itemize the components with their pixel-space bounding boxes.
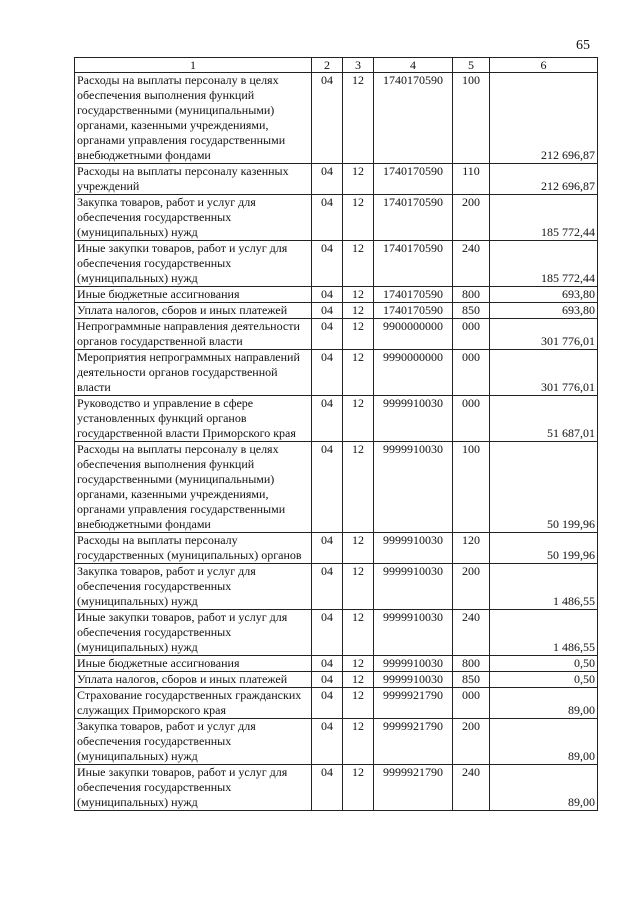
table-row xyxy=(75,610,598,656)
row-amount: 0,50 xyxy=(490,656,598,672)
row-target-code: 9999910030 xyxy=(374,533,453,564)
row-amount: 301 776,01 xyxy=(490,319,598,350)
row-name: Иные бюджетные ассигнования xyxy=(75,656,312,672)
table-row xyxy=(75,73,598,164)
table-row xyxy=(75,396,598,442)
row-subsection: 12 xyxy=(343,73,374,164)
table-row xyxy=(75,164,598,195)
header-col-5: 5 xyxy=(453,58,490,73)
table-row xyxy=(75,765,598,811)
row-expense-type: 240 xyxy=(453,241,490,287)
row-name: Непрограммные направления деятельности органов государственной власти xyxy=(75,319,312,350)
row-amount: 185 772,44 xyxy=(490,195,598,241)
row-target-code: 9999910030 xyxy=(374,672,453,688)
row-target-code: 1740170590 xyxy=(374,164,453,195)
row-expense-type: 200 xyxy=(453,564,490,610)
table-header-row xyxy=(75,58,598,73)
header-col-3: 3 xyxy=(343,58,374,73)
table-row xyxy=(75,241,598,287)
row-name: Иные закупки товаров, работ и услуг для обеспечения государственных (муниципальных) нужд xyxy=(75,241,312,287)
table-row xyxy=(75,719,598,765)
row-name: Страхование государственных гражданских служащих Приморского края xyxy=(75,688,312,719)
row-subsection: 12 xyxy=(343,610,374,656)
row-section: 04 xyxy=(312,396,343,442)
row-subsection: 12 xyxy=(343,765,374,811)
row-expense-type: 200 xyxy=(453,195,490,241)
header-col-4: 4 xyxy=(374,58,453,73)
row-expense-type: 850 xyxy=(453,672,490,688)
row-section: 04 xyxy=(312,442,343,533)
row-section: 04 xyxy=(312,350,343,396)
row-name: Иные бюджетные ассигнования xyxy=(75,287,312,303)
row-name: Закупка товаров, работ и услуг для обеспечения государственных (муниципальных) нужд xyxy=(75,719,312,765)
row-subsection: 12 xyxy=(343,164,374,195)
row-amount: 89,00 xyxy=(490,719,598,765)
row-subsection: 12 xyxy=(343,672,374,688)
row-subsection: 12 xyxy=(343,533,374,564)
row-amount: 301 776,01 xyxy=(490,350,598,396)
row-expense-type: 000 xyxy=(453,688,490,719)
row-name: Расходы на выплаты персоналу в целях обеспечения выполнения функций государственными (муниципальными) органами, казенными учреждениями, органами управления государственными внебюджетными фондами xyxy=(75,442,312,533)
row-name: Уплата налогов, сборов и иных платежей xyxy=(75,303,312,319)
table-row xyxy=(75,533,598,564)
row-amount: 0,50 xyxy=(490,672,598,688)
row-section: 04 xyxy=(312,195,343,241)
row-amount: 212 696,87 xyxy=(490,164,598,195)
row-section: 04 xyxy=(312,719,343,765)
table-row xyxy=(75,195,598,241)
row-expense-type: 120 xyxy=(453,533,490,564)
table-row xyxy=(75,656,598,672)
row-subsection: 12 xyxy=(343,350,374,396)
row-subsection: 12 xyxy=(343,303,374,319)
row-name: Расходы на выплаты персоналу в целях обеспечения выполнения функций государственными (муниципальными) органами, казенными учреждениями, органами управления государственными внебюджетными фондами xyxy=(75,73,312,164)
row-expense-type: 800 xyxy=(453,656,490,672)
table-row xyxy=(75,303,598,319)
row-section: 04 xyxy=(312,533,343,564)
row-subsection: 12 xyxy=(343,396,374,442)
row-section: 04 xyxy=(312,241,343,287)
page-number: 65 xyxy=(576,38,590,53)
row-subsection: 12 xyxy=(343,195,374,241)
row-target-code: 1740170590 xyxy=(374,303,453,319)
row-expense-type: 000 xyxy=(453,396,490,442)
row-expense-type: 100 xyxy=(453,73,490,164)
row-subsection: 12 xyxy=(343,241,374,287)
row-target-code: 9990000000 xyxy=(374,350,453,396)
row-name: Иные закупки товаров, работ и услуг для обеспечения государственных (муниципальных) нужд xyxy=(75,610,312,656)
row-section: 04 xyxy=(312,303,343,319)
row-section: 04 xyxy=(312,319,343,350)
row-target-code: 9999910030 xyxy=(374,564,453,610)
row-expense-type: 200 xyxy=(453,719,490,765)
row-amount: 50 199,96 xyxy=(490,533,598,564)
row-amount: 185 772,44 xyxy=(490,241,598,287)
table-row xyxy=(75,442,598,533)
row-section: 04 xyxy=(312,287,343,303)
row-target-code: 9999910030 xyxy=(374,396,453,442)
row-target-code: 1740170590 xyxy=(374,241,453,287)
table-row xyxy=(75,688,598,719)
row-amount: 1 486,55 xyxy=(490,564,598,610)
row-name: Расходы на выплаты персоналу государственных (муниципальных) органов xyxy=(75,533,312,564)
row-target-code: 9900000000 xyxy=(374,319,453,350)
row-amount: 89,00 xyxy=(490,765,598,811)
row-expense-type: 110 xyxy=(453,164,490,195)
row-section: 04 xyxy=(312,610,343,656)
row-subsection: 12 xyxy=(343,287,374,303)
row-section: 04 xyxy=(312,164,343,195)
row-section: 04 xyxy=(312,688,343,719)
row-name: Расходы на выплаты персоналу казенных учреждений xyxy=(75,164,312,195)
row-name: Мероприятия непрограммных направлений деятельности органов государственной власти xyxy=(75,350,312,396)
row-target-code: 9999910030 xyxy=(374,610,453,656)
row-section: 04 xyxy=(312,765,343,811)
row-section: 04 xyxy=(312,672,343,688)
row-target-code: 9999921790 xyxy=(374,719,453,765)
row-expense-type: 000 xyxy=(453,350,490,396)
row-target-code: 9999910030 xyxy=(374,656,453,672)
table-row xyxy=(75,564,598,610)
table-row xyxy=(75,287,598,303)
row-expense-type: 100 xyxy=(453,442,490,533)
row-amount: 50 199,96 xyxy=(490,442,598,533)
row-amount: 51 687,01 xyxy=(490,396,598,442)
row-target-code: 9999921790 xyxy=(374,688,453,719)
row-name: Уплата налогов, сборов и иных платежей xyxy=(75,672,312,688)
row-expense-type: 800 xyxy=(453,287,490,303)
row-name: Руководство и управление в сфере установленных функций органов государственной власти Приморского края xyxy=(75,396,312,442)
row-subsection: 12 xyxy=(343,656,374,672)
row-subsection: 12 xyxy=(343,719,374,765)
row-expense-type: 850 xyxy=(453,303,490,319)
row-expense-type: 000 xyxy=(453,319,490,350)
row-expense-type: 240 xyxy=(453,610,490,656)
row-target-code: 9999921790 xyxy=(374,765,453,811)
row-section: 04 xyxy=(312,564,343,610)
row-amount: 693,80 xyxy=(490,303,598,319)
row-name: Закупка товаров, работ и услуг для обеспечения государственных (муниципальных) нужд xyxy=(75,195,312,241)
row-name: Закупка товаров, работ и услуг для обеспечения государственных (муниципальных) нужд xyxy=(75,564,312,610)
row-amount: 89,00 xyxy=(490,688,598,719)
budget-table xyxy=(74,57,598,811)
row-expense-type: 240 xyxy=(453,765,490,811)
row-section: 04 xyxy=(312,73,343,164)
table-row xyxy=(75,672,598,688)
row-target-code: 9999910030 xyxy=(374,442,453,533)
row-section: 04 xyxy=(312,656,343,672)
table-row xyxy=(75,350,598,396)
row-amount: 1 486,55 xyxy=(490,610,598,656)
row-amount: 212 696,87 xyxy=(490,73,598,164)
row-amount: 693,80 xyxy=(490,287,598,303)
row-target-code: 1740170590 xyxy=(374,195,453,241)
row-subsection: 12 xyxy=(343,688,374,719)
table-row xyxy=(75,319,598,350)
row-subsection: 12 xyxy=(343,442,374,533)
header-col-2: 2 xyxy=(312,58,343,73)
header-col-6: 6 xyxy=(490,58,598,73)
row-target-code: 1740170590 xyxy=(374,287,453,303)
row-target-code: 1740170590 xyxy=(374,73,453,164)
row-name: Иные закупки товаров, работ и услуг для обеспечения государственных (муниципальных) нужд xyxy=(75,765,312,811)
header-col-1: 1 xyxy=(75,58,312,73)
row-subsection: 12 xyxy=(343,564,374,610)
row-subsection: 12 xyxy=(343,319,374,350)
